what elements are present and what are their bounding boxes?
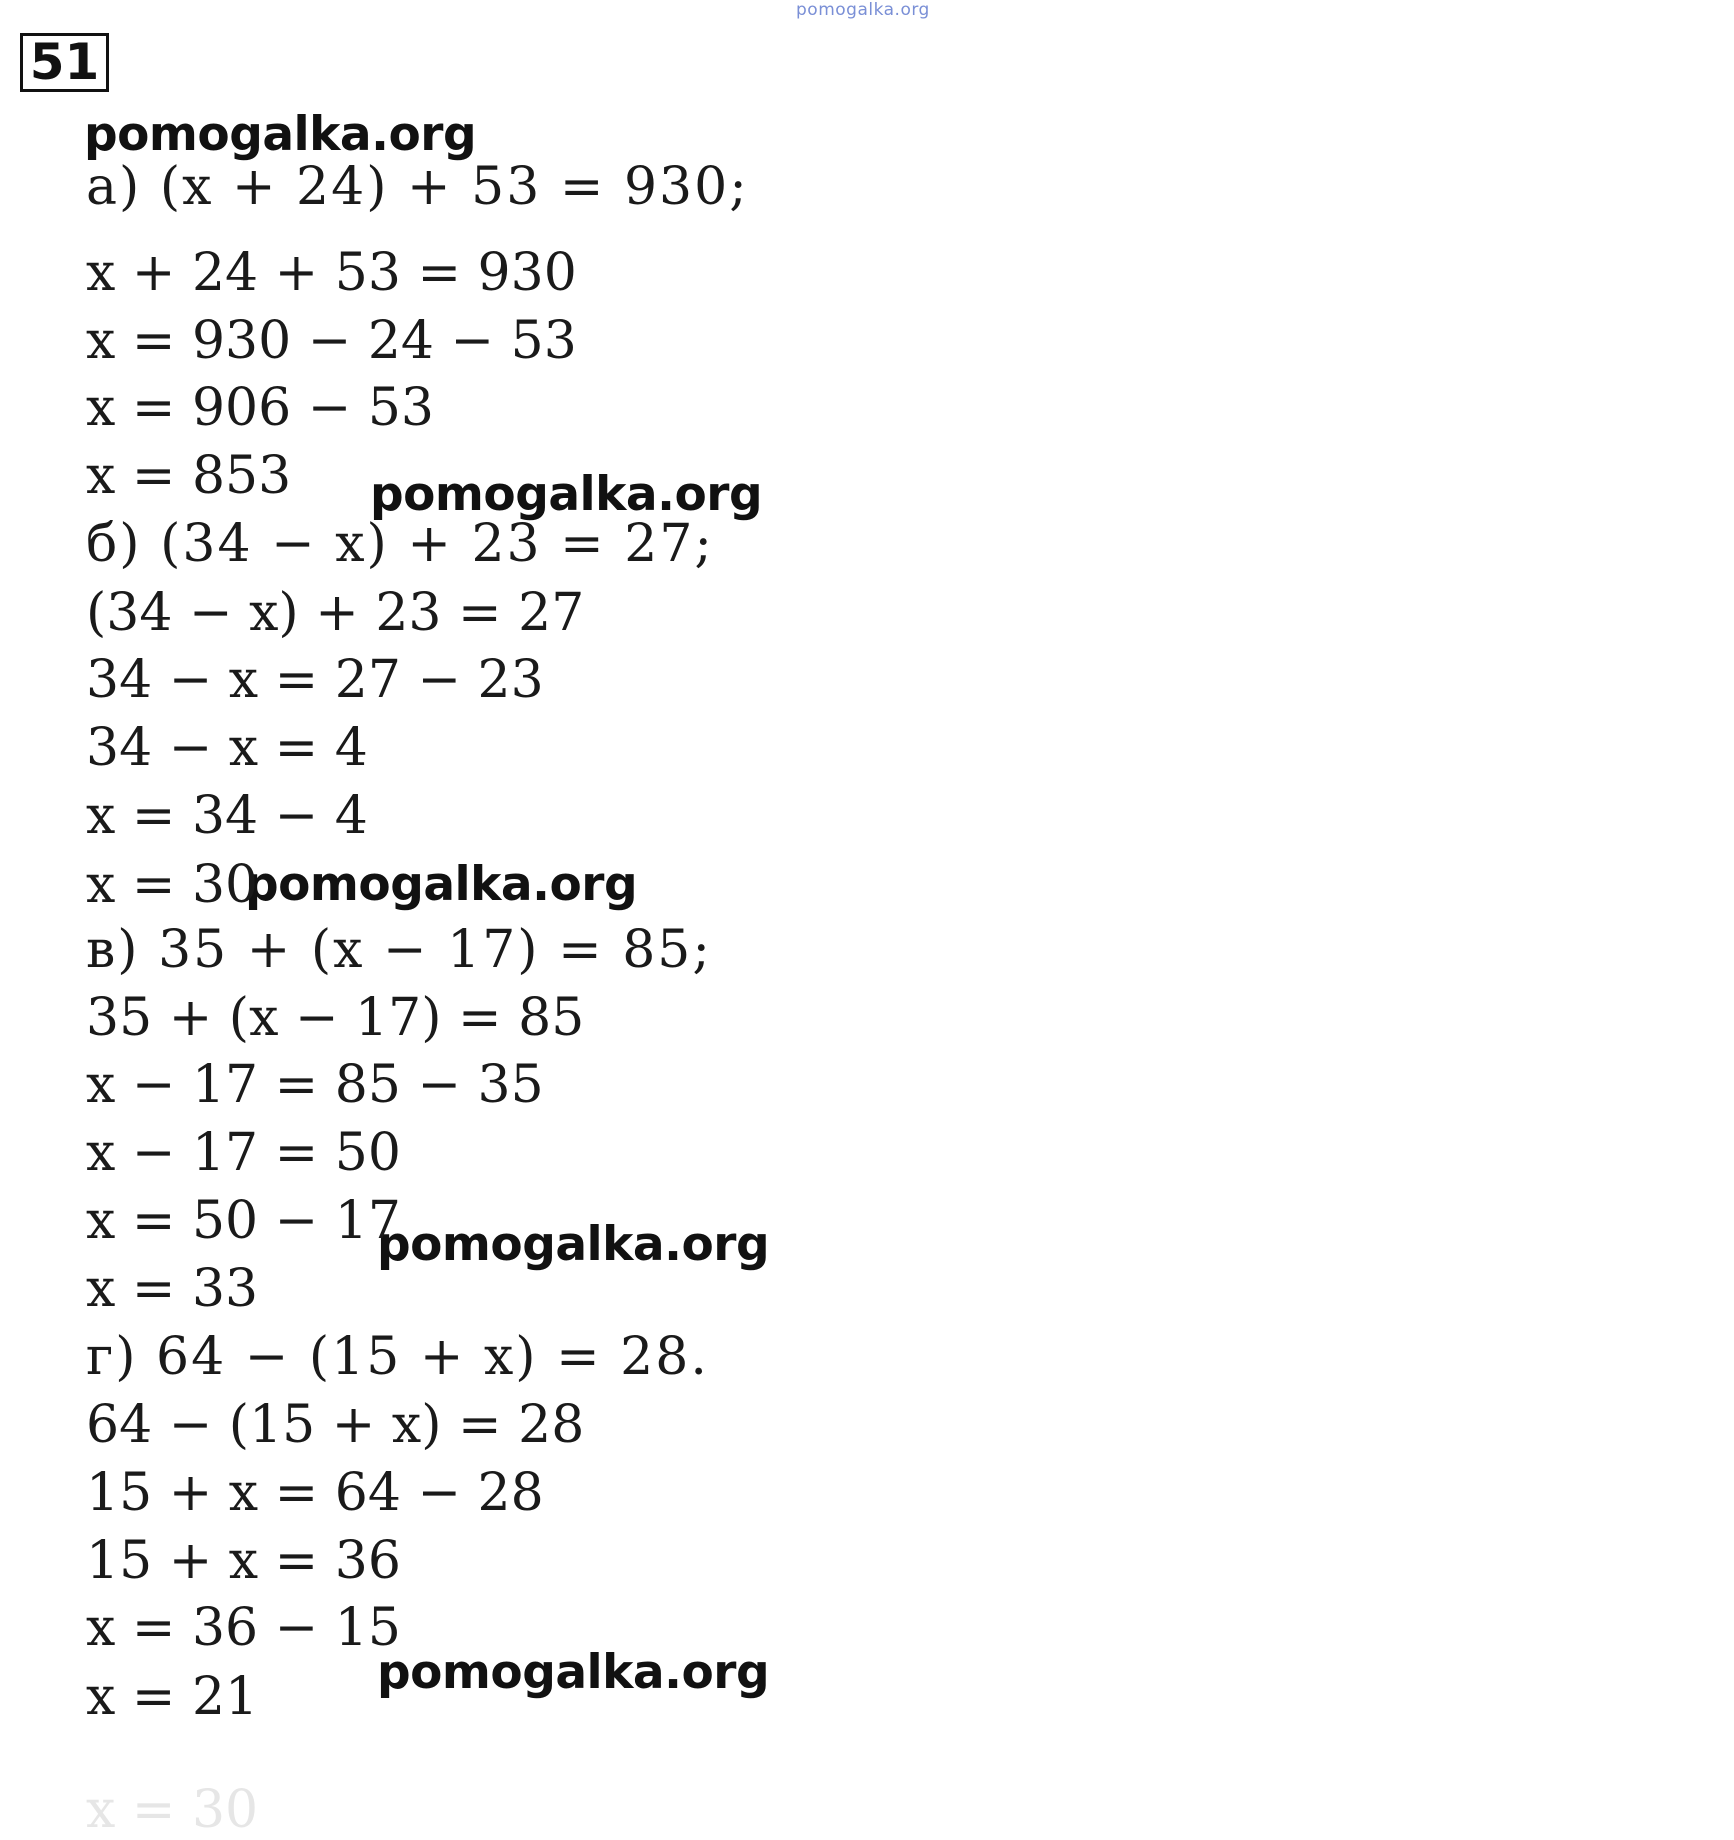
part-b-step-2: 34 − x = 27 − 23 <box>86 650 544 710</box>
faded-bottom-text: x = 30 <box>86 1780 259 1840</box>
part-v-statement: в) 35 + (x − 17) = 85; <box>86 920 712 980</box>
site-watermark-top: pomogalka.org <box>796 0 930 20</box>
part-b-step-4: x = 34 − 4 <box>86 786 368 846</box>
part-b-step-5: x = 30 <box>86 855 259 915</box>
part-a-step-1: x + 24 + 53 = 930 <box>86 243 577 303</box>
part-g-step-3: 15 + x = 36 <box>86 1531 401 1591</box>
part-v-step-2: x − 17 = 85 − 35 <box>86 1055 544 1115</box>
part-a-step-4: x = 853 <box>86 446 292 506</box>
part-g-step-2: 15 + x = 64 − 28 <box>86 1463 544 1523</box>
part-a-statement: а) (x + 24) + 53 = 930; <box>86 157 749 217</box>
part-g-step-5: x = 21 <box>86 1667 259 1727</box>
watermark-4: pomogalka.org <box>377 1217 770 1272</box>
watermark-5: pomogalka.org <box>377 1645 770 1700</box>
part-g-step-4: x = 36 − 15 <box>86 1598 401 1658</box>
part-v-step-1: 35 + (x − 17) = 85 <box>86 988 585 1048</box>
part-v-step-5: x = 33 <box>86 1259 259 1319</box>
part-g-statement: г) 64 − (15 + x) = 28. <box>86 1327 709 1387</box>
problem-number-box: 51 <box>20 33 109 92</box>
part-v-step-4: x = 50 − 17 <box>86 1191 401 1251</box>
part-b-step-1: (34 − x) + 23 = 27 <box>86 583 585 643</box>
part-b-statement: б) (34 − x) + 23 = 27; <box>86 514 714 574</box>
part-a-step-3: x = 906 − 53 <box>86 378 435 438</box>
watermark-2: pomogalka.org <box>370 467 763 522</box>
watermark-1: pomogalka.org <box>84 107 477 162</box>
part-b-step-3: 34 − x = 4 <box>86 718 368 778</box>
part-a-step-2: x = 930 − 24 − 53 <box>86 311 577 371</box>
part-v-step-3: x − 17 = 50 <box>86 1123 401 1183</box>
watermark-3: pomogalka.org <box>245 857 638 912</box>
part-g-step-1: 64 − (15 + x) = 28 <box>86 1395 585 1455</box>
